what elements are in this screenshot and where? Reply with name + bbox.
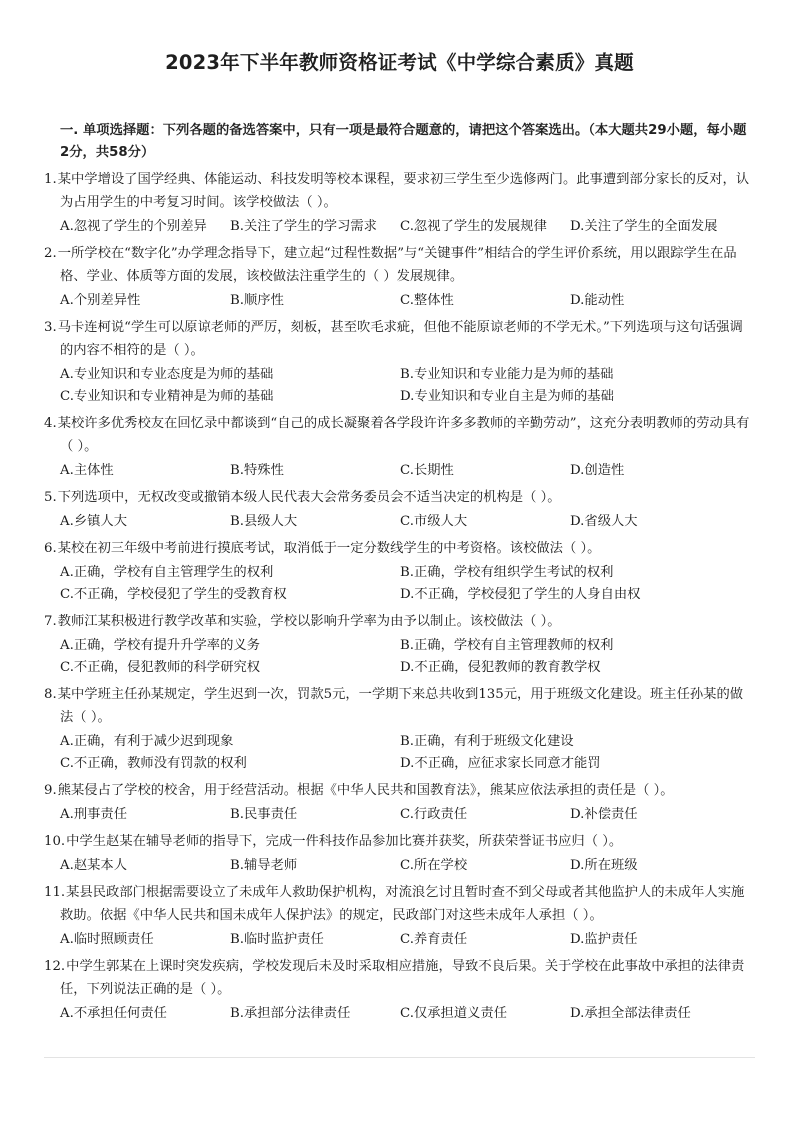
answer-option: D.创造性 bbox=[570, 463, 625, 478]
footer-divider bbox=[44, 1057, 755, 1058]
answer-option: A.临时照顾责任 bbox=[60, 932, 154, 947]
question-number: 12. bbox=[44, 959, 66, 974]
answer-option: A.忽视了学生的个别差异 bbox=[60, 219, 207, 234]
question-stem bbox=[44, 881, 755, 927]
answer-option: C.养育责任 bbox=[400, 932, 468, 947]
question-stem bbox=[44, 779, 755, 802]
question-text: 熊某侵占了学校的校舍，用于经营活动。根据《中华人民共和国教育法》，熊某应依法承担的责任是（ ）。 bbox=[57, 783, 674, 798]
question-number: 10. bbox=[44, 834, 66, 849]
question-number: 6. bbox=[44, 541, 57, 556]
question-text: 某校许多优秀校友在回忆录中都谈到“自己的成长凝聚着各学段许许多多教师的辛勤劳动”，这充分表明教师的劳动具有（ ）。 bbox=[57, 416, 750, 454]
question-number: 2. bbox=[44, 246, 57, 261]
answer-option: C.整体性 bbox=[400, 293, 454, 308]
answer-options bbox=[44, 855, 755, 877]
answer-options bbox=[44, 804, 755, 826]
question-stem bbox=[44, 537, 755, 560]
answer-option: A.赵某本人 bbox=[60, 858, 128, 873]
answer-option: B.民事责任 bbox=[230, 807, 298, 822]
question-item bbox=[44, 610, 755, 679]
answer-option: B.专业知识和专业能力是为师的基础 bbox=[400, 367, 614, 382]
question-item bbox=[44, 242, 755, 312]
answer-options bbox=[44, 511, 755, 533]
answer-option: D.承担全部法律责任 bbox=[570, 1006, 691, 1021]
question-number: 5. bbox=[44, 490, 57, 505]
answer-option: A.正确，有利于减少迟到现象 bbox=[60, 734, 234, 749]
answer-option: D.能动性 bbox=[570, 293, 625, 308]
answer-options bbox=[44, 216, 755, 238]
answer-option: D.不正确，侵犯教师的教育教学权 bbox=[400, 660, 601, 675]
answer-option: C.不正确，侵犯教师的科学研究权 bbox=[60, 660, 261, 675]
question-stem bbox=[44, 412, 755, 458]
answer-option: C.长期性 bbox=[400, 463, 454, 478]
answer-option: B.正确，有利于班级文化建设 bbox=[400, 734, 574, 749]
answer-option: A.正确，学校有提升升学率的义务 bbox=[60, 638, 260, 653]
answer-options bbox=[44, 731, 755, 775]
question-text: 中学生赵某在辅导老师的指导下，完成一件科技作品参加比赛并获奖，所获荣誉证书应归（ ）。 bbox=[66, 834, 623, 849]
question-number: 1. bbox=[44, 172, 57, 187]
answer-options bbox=[44, 364, 755, 408]
answer-options bbox=[44, 1003, 755, 1025]
answer-option: C.忽视了学生的发展规律 bbox=[400, 219, 547, 234]
question-text: 马卡连柯说“学生可以原谅老师的严厉，刻板，甚至吹毛求疵，但他不能原谅老师的不学无术。”下列选项与这句话强调的内容不相符的是（ ）。 bbox=[57, 320, 743, 358]
question-text: 一所学校在“数字化”办学理念指导下，建立起“过程性数据”与“关键事件”相结合的学生评价系统，用以跟踪学生在品格、学业、体质等方面的发展，该校做法注重学生的（ ）发展规律。 bbox=[57, 246, 737, 284]
question-item bbox=[44, 537, 755, 606]
answer-option: C.仅承担道义责任 bbox=[400, 1006, 508, 1021]
question-stem bbox=[44, 830, 755, 853]
answer-options bbox=[44, 929, 755, 951]
question-text: 某中学班主任孙某规定，学生迟到一次，罚款5元，一学期下来总共收到135元，用于班级文化建设。班主任孙某的做法（ ）。 bbox=[57, 687, 744, 725]
page-title: 2023年下半年教师资格证考试《中学综合素质》真题 bbox=[165, 51, 634, 74]
answer-option: A.专业知识和专业态度是为师的基础 bbox=[60, 367, 274, 382]
answer-option: C.不正确，教师没有罚款的权利 bbox=[60, 756, 247, 771]
answer-option: C.行政责任 bbox=[400, 807, 468, 822]
answer-option: D.不正确，学校侵犯了学生的人身自由权 bbox=[400, 587, 641, 602]
answer-option: D.监护责任 bbox=[570, 932, 638, 947]
answer-options bbox=[44, 562, 755, 606]
answer-option: A.不承担任何责任 bbox=[60, 1006, 167, 1021]
answer-option: C.专业知识和专业精神是为师的基础 bbox=[60, 389, 274, 404]
answer-options bbox=[44, 635, 755, 679]
question-item bbox=[44, 830, 755, 877]
answer-options bbox=[44, 290, 755, 312]
section-heading: 一. 单项选择题：下列各题的备选答案中，只有一项是最符合题意的，请把这个答案选出。（本大题共29小题，每小题2分，共58分） bbox=[60, 123, 747, 160]
question-stem bbox=[44, 683, 755, 729]
question-number: 8. bbox=[44, 687, 57, 702]
question-item bbox=[44, 881, 755, 951]
answer-option: D.所在班级 bbox=[570, 858, 638, 873]
answer-option: C.市级人大 bbox=[400, 514, 468, 529]
question-list bbox=[44, 168, 755, 1025]
answer-option: B.临时监护责任 bbox=[230, 932, 324, 947]
question-item bbox=[44, 779, 755, 826]
question-number: 4. bbox=[44, 416, 57, 431]
answer-option: B.正确，学校有组织学生考试的权利 bbox=[400, 565, 614, 580]
question-text: 下列选项中，无权改变或撤销本级人民代表大会常务委员会不适当决定的机构是（ ）。 bbox=[57, 490, 561, 505]
answer-option: A.正确，学校有自主管理学生的权利 bbox=[60, 565, 274, 580]
answer-option: A.乡镇人大 bbox=[60, 514, 128, 529]
answer-option: B.辅导老师 bbox=[230, 858, 298, 873]
answer-option: C.不正确，学校侵犯了学生的受教育权 bbox=[60, 587, 287, 602]
question-stem bbox=[44, 486, 755, 509]
question-text: 教师江某积极进行教学改革和实验，学校以影响升学率为由予以制止。该校做法（ ）。 bbox=[57, 614, 561, 629]
question-item bbox=[44, 316, 755, 408]
question-stem bbox=[44, 168, 755, 214]
question-item bbox=[44, 486, 755, 533]
question-number: 11. bbox=[44, 885, 66, 900]
answer-option: A.个别差异性 bbox=[60, 293, 141, 308]
question-item bbox=[44, 683, 755, 775]
answer-option: D.关注了学生的全面发展 bbox=[570, 219, 718, 234]
answer-option: B.承担部分法律责任 bbox=[230, 1006, 351, 1021]
answer-option: B.特殊性 bbox=[230, 463, 284, 478]
question-stem bbox=[44, 955, 755, 1001]
question-stem bbox=[44, 610, 755, 633]
answer-option: A.刑事责任 bbox=[60, 807, 128, 822]
answer-option: B.县级人大 bbox=[230, 514, 298, 529]
question-text: 某县民政部门根据需要设立了未成年人救助保护机构，对流浪乞讨且暂时查不到父母或者其他监护人的未成年人实施救助。依据《中华人民共和国未成年人保护法》的规定，民政部门对这些未成年人承担（ ）。 bbox=[60, 885, 745, 923]
answer-option: C.所在学校 bbox=[400, 858, 468, 873]
answer-option: B.关注了学生的学习需求 bbox=[230, 219, 377, 234]
question-number: 3. bbox=[44, 320, 57, 335]
answer-option: D.不正确，应征求家长同意才能罚 bbox=[400, 756, 601, 771]
answer-option: B.正确，学校有自主管理教师的权利 bbox=[400, 638, 614, 653]
answer-options bbox=[44, 460, 755, 482]
question-stem bbox=[44, 316, 755, 362]
question-stem bbox=[44, 242, 755, 288]
answer-option: A.主体性 bbox=[60, 463, 114, 478]
question-text: 中学生郭某在上课时突发疾病，学校发现后未及时采取相应措施，导致不良后果。关于学校在此事故中承担的法律责任，下列说法正确的是（ ）。 bbox=[60, 959, 745, 997]
question-number: 9. bbox=[44, 783, 57, 798]
question-item bbox=[44, 168, 755, 238]
question-item bbox=[44, 955, 755, 1025]
answer-option: B.顺序性 bbox=[230, 293, 284, 308]
question-text: 某校在初三年级中考前进行摸底考试，取消低于一定分数线学生的中考资格。该校做法（ ）。 bbox=[57, 541, 601, 556]
answer-option: D.补偿责任 bbox=[570, 807, 638, 822]
question-item bbox=[44, 412, 755, 482]
answer-option: D.省级人大 bbox=[570, 514, 638, 529]
question-text: 某中学增设了国学经典、体能运动、科技发明等校本课程，要求初三学生至少选修两门。此事遭到部分家长的反对，认为占用学生的中考复习时间。该学校做法（ ）。 bbox=[57, 172, 750, 210]
question-number: 7. bbox=[44, 614, 57, 629]
answer-option: D.专业知识和专业自主是为师的基础 bbox=[400, 389, 614, 404]
